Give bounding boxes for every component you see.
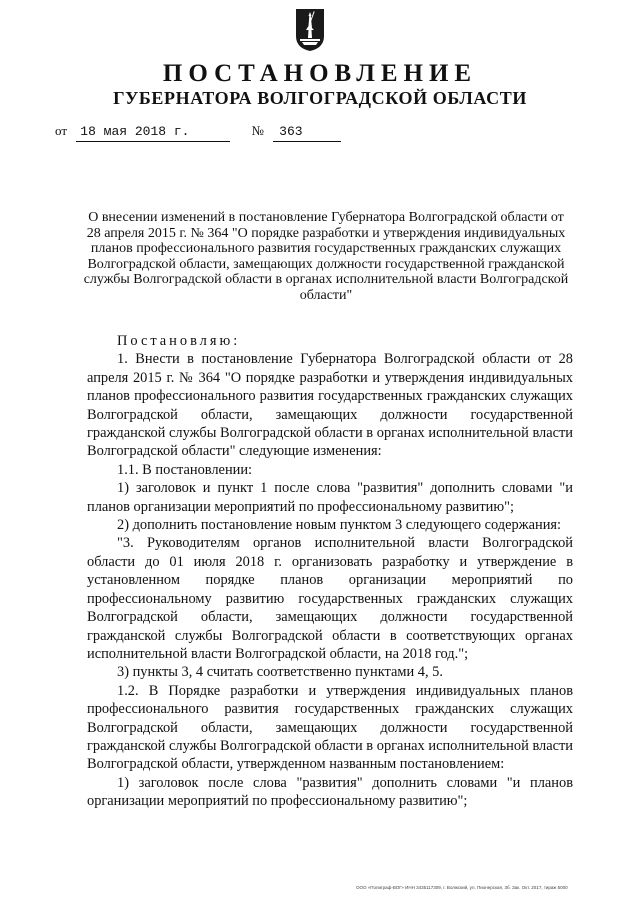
document-date: 18 мая 2018 г.: [76, 123, 230, 142]
paragraph-1-2-1: 1) заголовок после слова "развития" дополнить словами "и планов организации мероприятий по профессиональному развитию";: [87, 774, 573, 810]
paragraph-1-2: 1.2. В Порядке разработки и утверждения индивидуальных планов профессионального развития государственных гражданских служащих Волгоградской области, замещающих должности государственной гражданской службы Волгоградской области в органах исполнительной власти Волгоградской области, утвержденном названным постановлением:: [87, 682, 573, 773]
resolution-intro: Постановляю:: [117, 333, 241, 349]
document-issuer: ГУБЕРНАТОРА ВОЛГОГРАДСКОЙ ОБЛАСТИ: [113, 88, 527, 108]
paragraph-1: 1. Внести в постановление Губернатора Волгоградской области от 28 апреля 2015 г. № 364 "О порядке разработки и утверждения индивидуальных планов профессионального развития государственных гражданских служащих Волгоградской области, замещающих должности государственной гражданской службы Волгоградской области в органах исполнительной власти Волгоградской области" следующие изменения:: [87, 351, 573, 460]
document-number: 363: [273, 123, 341, 142]
paragraph-1-1-1: 1) заголовок и пункт 1 после слова "развития" дополнить словами "и планов организации мероприятий по профессиональному развитию";: [87, 480, 573, 515]
date-number-line: [55, 122, 341, 142]
paragraph-1-1: 1.1. В постановлении:: [117, 461, 253, 478]
number-label: №: [251, 123, 264, 138]
printer-footer: ООО «Полиграф-ВОГ» ИНН 3435117309, г. Волжский, ул. Пионерская, 3б. Зак. Окт. 2017, тираж 5000: [356, 885, 568, 890]
document-subject: О внесении изменений в постановление Губернатора Волгоградской области от 28 апреля 2015 г. № 364 "О порядке разработки и утверждения индивидуальных планов профессионального развития государственных гражданских служащих Волгоградской области, замещающих должности государственной гражданской службы Волгоградской области в органах исполнительной власти Волгоградской области": [83, 210, 569, 303]
document-body: [87, 332, 573, 811]
date-prefix: от: [55, 123, 68, 138]
document-title: ПОСТАНОВЛЕНИЕ: [162, 60, 478, 87]
paragraph-1-1-2-quote: "3. Руководителям органов исполнительной власти Волгоградской области до 01 июля 2018 г. организовать разработку и утверждение в установленном порядке планов организации мероприятий по профессиональному развитию государственных гражданских служащих Волгоградской области, замещающих должности государственной гражданской службы Волгоградской области в соответствующих органах исполнительной власти Волгоградской области, на 2018 год.";: [87, 535, 573, 662]
paragraph-1-1-2: 2) дополнить постановление новым пунктом 3 следующего содержания:: [117, 517, 562, 534]
coat-of-arms-icon: [295, 8, 325, 52]
paragraph-1-1-3: 3) пункты 3, 4 считать соответственно пунктами 4, 5.: [117, 664, 443, 681]
